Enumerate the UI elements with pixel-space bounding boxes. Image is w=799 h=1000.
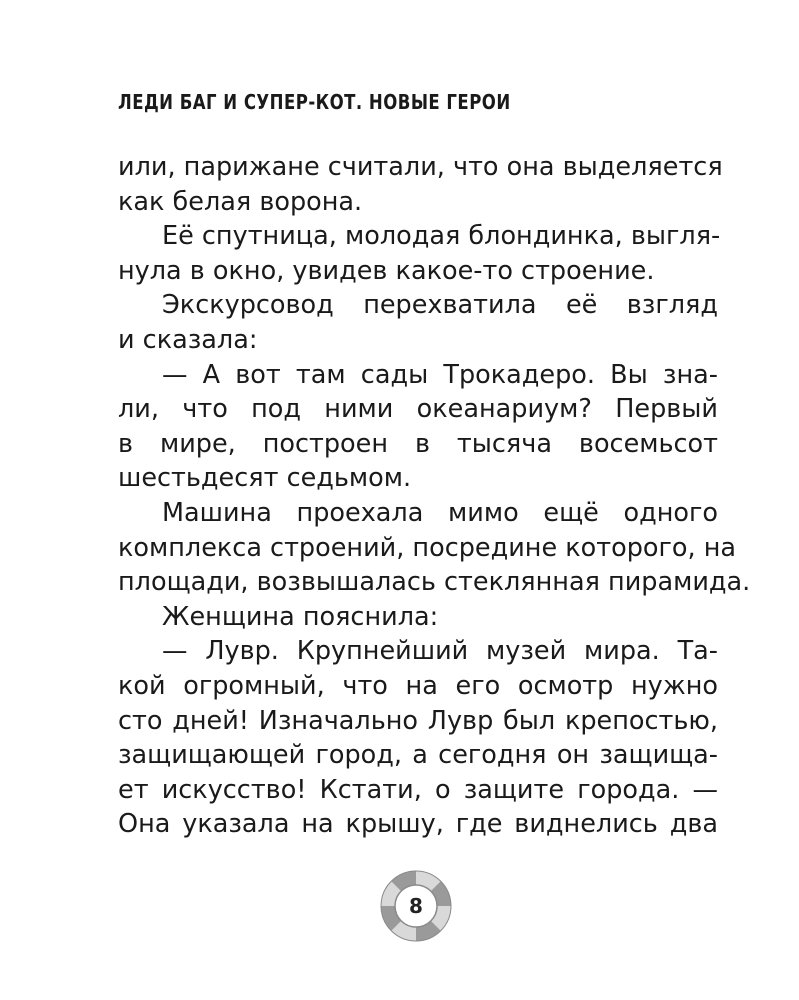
page-number: 8: [409, 894, 423, 918]
text-line: Она указала на крышу, где виднелись два: [118, 809, 718, 840]
text-line: Экскурсовод перехватила её взгляд: [162, 290, 718, 321]
text-line: кой огромный, что на его осмотр нужно: [118, 670, 718, 701]
text-line: Машина проехала мимо ещё одного: [162, 497, 718, 528]
text-line: сто дней! Изначально Лувр был крепостью,: [118, 705, 718, 736]
text-line: Женщина пояснила:: [162, 601, 439, 632]
text-line: в мире, построен в тысяча восемьсот: [118, 428, 718, 459]
text-line: комплекса строений, посредине которого, на: [118, 532, 737, 563]
running-header: ЛЕДИ БАГ И СУПЕР-КОТ. НОВЫЕ ГЕРОИ: [118, 90, 511, 114]
text-line: и сказала:: [118, 324, 258, 355]
text-line: шестьдесят седьмом.: [118, 463, 412, 494]
text-line: — Лувр. Крупнейший музей мира. Та-: [162, 636, 718, 667]
body-text: [118, 150, 751, 842]
text-line: ли, что под ними океанариум? Первый: [118, 394, 718, 425]
text-line: Её спутница, молодая блондинка, выгля-: [162, 221, 721, 252]
text-line: защищающей город, а сегодня он защища-: [118, 740, 718, 771]
text-line: как белая ворона.: [118, 186, 363, 217]
text-line: площади, возвышалась стеклянная пирамида.: [118, 567, 751, 598]
page-number-badge: [380, 870, 452, 942]
text-line: нула в окно, увидев какое-то строение.: [118, 255, 655, 286]
text-line: ет искусство! Кстати, о защите города. —: [118, 774, 718, 805]
text-line: или, парижане считали, что она выделяется: [118, 152, 723, 182]
text-line: — А вот там сады Трокадеро. Вы зна-: [162, 359, 718, 390]
